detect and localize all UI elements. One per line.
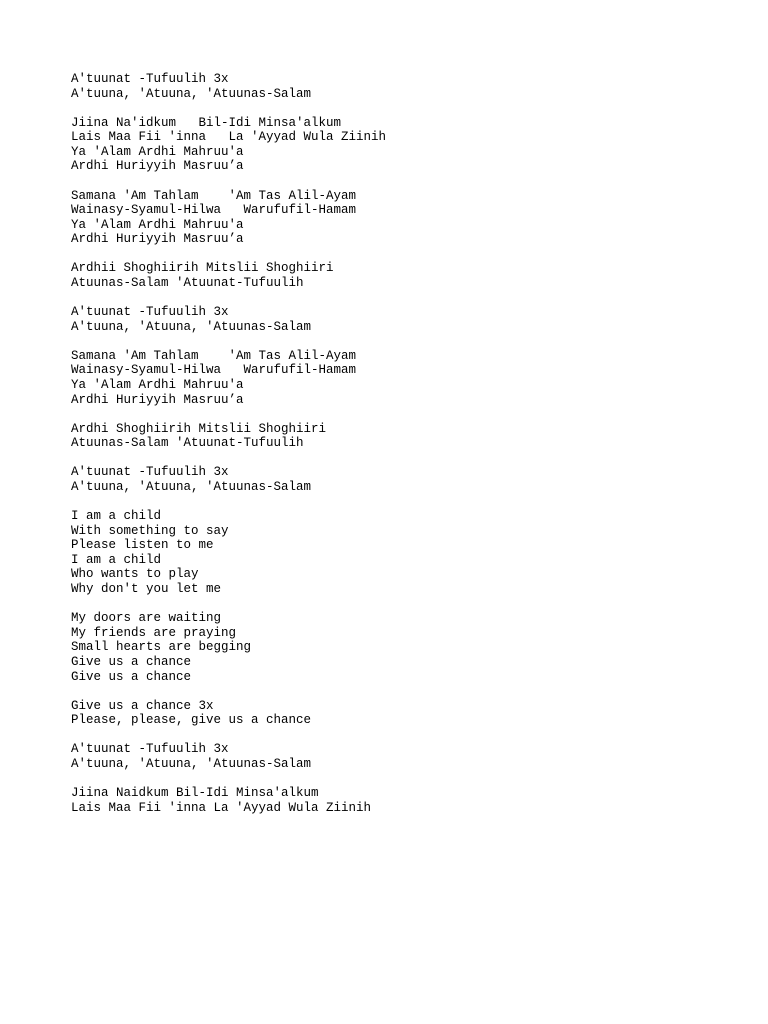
- lyric-line: I am a child: [71, 509, 162, 524]
- lyric-line: A'tuunat -Tufuulih 3x: [71, 465, 229, 480]
- lyric-line: Ardhi Huriyyih Masruu’a: [71, 232, 244, 247]
- lyric-line: Lais Maa Fii 'inna La 'Ayyad Wula Ziinih: [71, 130, 387, 145]
- stanza-1: [71, 72, 731, 101]
- lyric-line: Lais Maa Fii 'inna La 'Ayyad Wula Ziinih: [71, 800, 372, 815]
- lyric-line: Give us a chance: [71, 669, 192, 684]
- lyric-line: Who wants to play: [71, 567, 199, 582]
- stanza-5: [71, 305, 731, 334]
- stanza-9: [71, 509, 731, 597]
- lyric-line: A'tuuna, 'Atuuna, 'Atuunas-Salam: [71, 319, 312, 334]
- lyric-line: I am a child: [71, 552, 162, 567]
- lyric-line: Atuunas-Salam 'Atuunat-Tufuulih: [71, 276, 304, 291]
- lyric-line: Atuunas-Salam 'Atuunat-Tufuulih: [71, 436, 304, 451]
- stanza-12: [71, 742, 731, 771]
- lyric-line: Please listen to me: [71, 538, 214, 553]
- lyric-line: My friends are praying: [71, 625, 237, 640]
- lyric-line: A'tuunat -Tufuulih 3x: [71, 305, 229, 320]
- lyric-line: With something to say: [71, 523, 229, 538]
- lyric-line: Ardhii Shoghiirih Mitslii Shoghiiri: [71, 261, 334, 276]
- lyric-line: Ardhi Huriyyih Masruu’a: [71, 159, 244, 174]
- lyric-line: Ardhi Shoghiirih Mitslii Shoghiiri: [71, 421, 327, 436]
- lyric-line: Wainasy-Syamul-Hilwa Warufufil-Hamam: [71, 203, 357, 218]
- lyric-line: Why don't you let me: [71, 582, 222, 597]
- lyric-line: A'tuuna, 'Atuuna, 'Atuunas-Salam: [71, 756, 312, 771]
- lyric-line: Samana 'Am Tahlam 'Am Tas Alil-Ayam: [71, 188, 357, 203]
- lyric-line: Give us a chance 3x: [71, 698, 214, 713]
- lyric-line: Ardhi Huriyyih Masruu’a: [71, 392, 244, 407]
- lyric-line: Please, please, give us a chance: [71, 713, 312, 728]
- lyric-line: A'tuuna, 'Atuuna, 'Atuunas-Salam: [71, 86, 312, 101]
- stanza-11: [71, 699, 731, 728]
- lyric-line: Samana 'Am Tahlam 'Am Tas Alil-Ayam: [71, 348, 357, 363]
- lyric-line: A'tuunat -Tufuulih 3x: [71, 742, 229, 757]
- lyric-line: Ya 'Alam Ardhi Mahruu'a: [71, 378, 244, 392]
- lyric-line: A'tuuna, 'Atuuna, 'Atuunas-Salam: [71, 479, 312, 494]
- stanza-10: [71, 611, 731, 684]
- lyric-line: Small hearts are begging: [71, 640, 252, 655]
- stanza-13: [71, 786, 731, 815]
- lyric-line: Jiina Na'idkum Bil-Idi Minsa'alkum: [71, 115, 342, 130]
- lyric-line: Jiina Naidkum Bil-Idi Minsa'alkum: [71, 785, 319, 800]
- stanza-8: [71, 465, 731, 494]
- stanza-2: [71, 116, 731, 174]
- stanza-3: [71, 189, 731, 247]
- lyric-line: Give us a chance: [71, 654, 192, 669]
- stanza-6: [71, 349, 731, 407]
- lyric-line: Ya 'Alam Ardhi Mahruu'a: [71, 144, 244, 159]
- lyrics-document: [71, 72, 731, 830]
- lyric-line: Wainasy-Syamul-Hilwa Warufufil-Hamam: [71, 363, 357, 378]
- stanza-4: [71, 261, 731, 290]
- stanza-7: [71, 422, 731, 451]
- lyric-line: A'tuunat -Tufuulih 3x: [71, 72, 229, 86]
- lyric-line: My doors are waiting: [71, 611, 222, 626]
- lyric-line: Ya 'Alam Ardhi Mahruu'a: [71, 217, 244, 232]
